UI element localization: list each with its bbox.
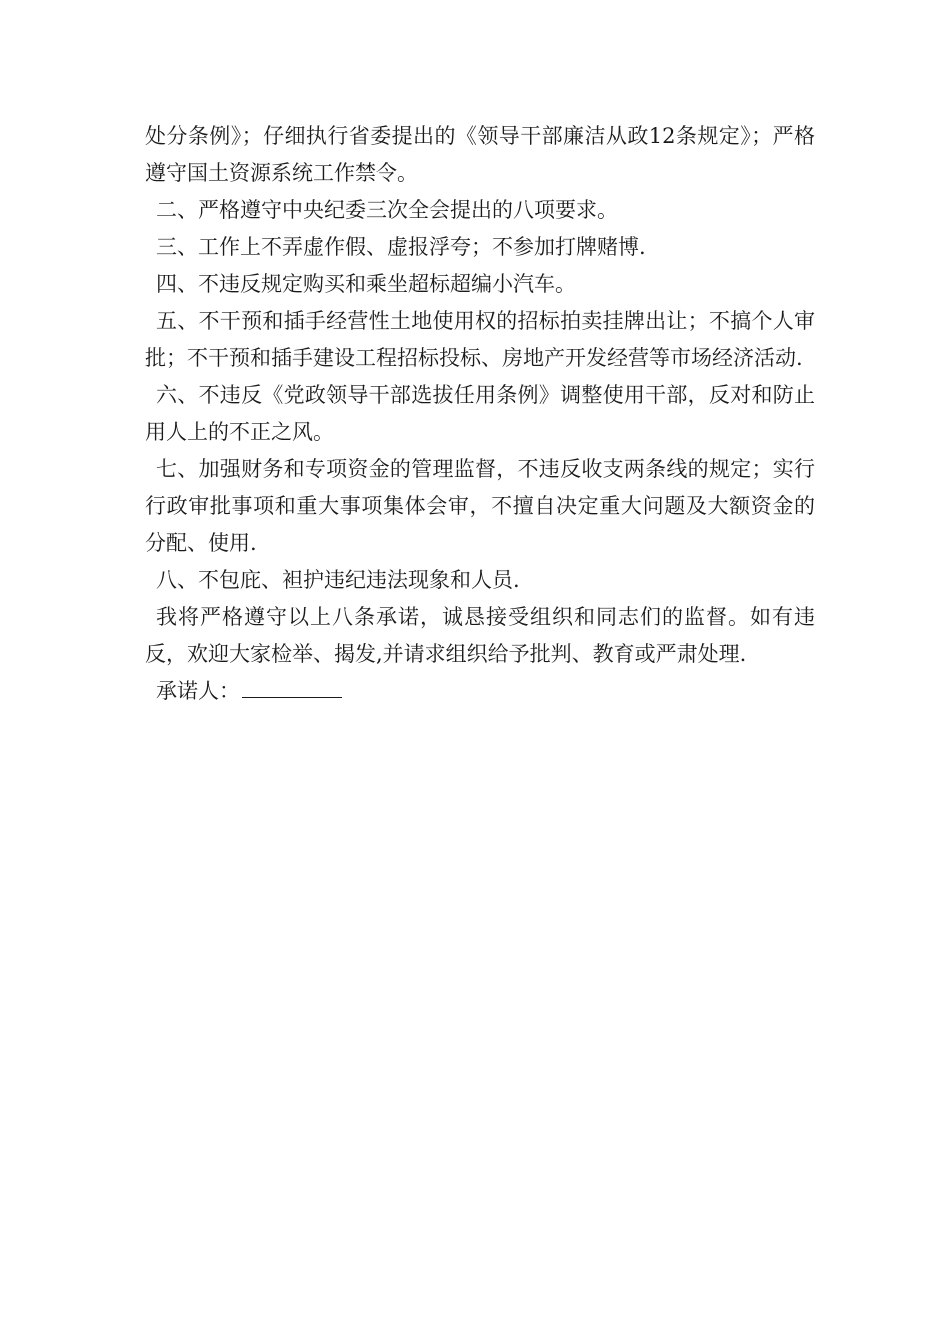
paragraph-pledge: 我将严格遵守以上八条承诺，诚恳接受组织和同志们的监督。如有违反，欢迎大家检举、揭发,并请求组织给予批判、教育或严肃处理. [145,605,815,666]
paragraph-regulations-continued: 处分条例》；仔细执行省委提出的《领导干部廉洁从政12条规定》；严格遵守国土资源系统工作禁令。 [145,124,815,185]
signature-label: 承诺人： [156,679,240,703]
paragraph-item-6: 六、不违反《党政领导干部选拔任用条例》调整使用干部，反对和防止用人上的不正之风。 [145,383,815,444]
paragraph-item-5: 五、不干预和插手经营性土地使用权的招标拍卖挂牌出让；不搞个人审批；不干预和插手建设工程招标投标、房地产开发经营等市场经济活动. [145,309,815,370]
paragraph-item-7: 七、加强财务和专项资金的管理监督，不违反收支两条线的规定；实行行政审批事项和重大事项集体会审，不擅自决定重大问题及大额资金的分配、使用. [145,457,815,555]
signature-blank-line [242,675,342,698]
paragraph-item-8: 八、不包庇、袒护违纪违法现象和人员. [156,568,520,592]
paragraph-item-3: 三、工作上不弄虚作假、虚报浮夸；不参加打牌赌博. [156,235,646,259]
signature-row [145,673,815,710]
paragraph-item-2: 二、严格遵守中央纪委三次全会提出的八项要求。 [156,198,618,222]
paragraph-item-4: 四、不违反规定购买和乘坐超标超编小汽车。 [156,272,576,296]
document-body [145,118,815,710]
